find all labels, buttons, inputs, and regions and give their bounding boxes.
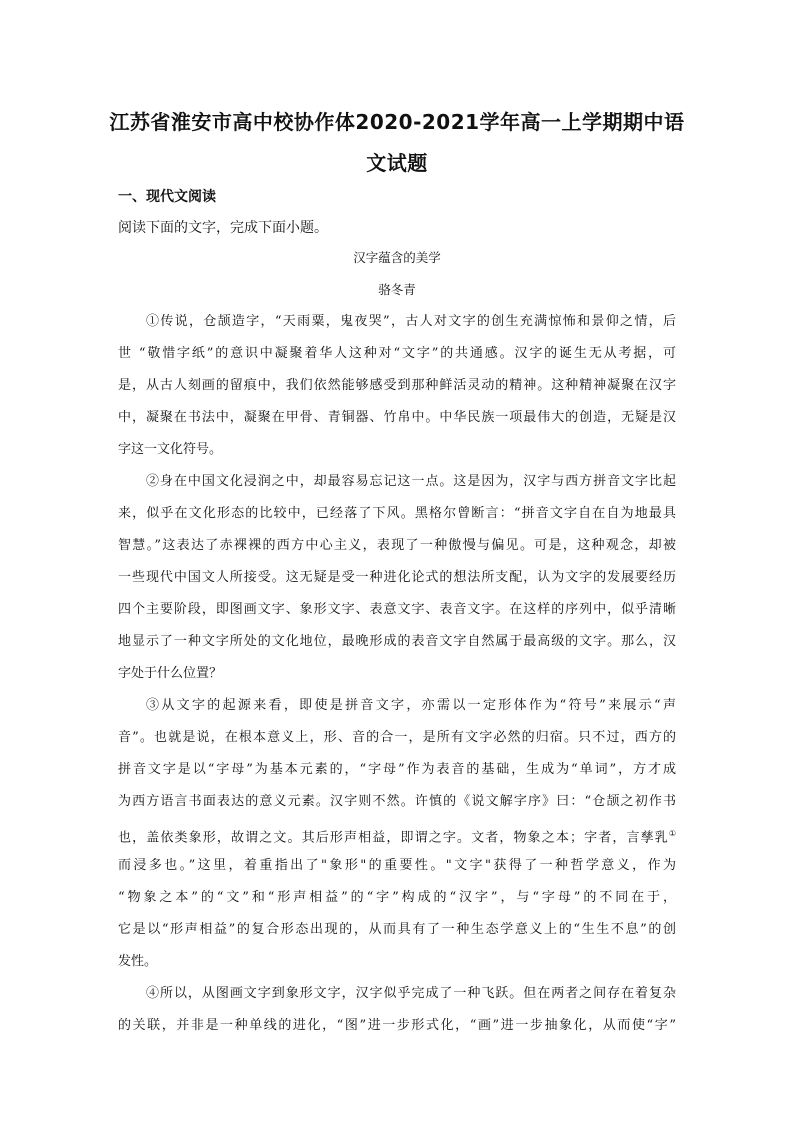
footnote-mark: ①	[668, 829, 676, 838]
document-title-line-2: 文试题	[366, 151, 428, 175]
reading-instruction: 阅读下面的文字，完成下面小题。	[118, 220, 328, 236]
article-line: 它是以“形声相益”的复合形态出现的，从而具有了一种生态学意义上的“生生不息”的创	[118, 922, 676, 937]
article-line: 智慧。”这表达了赤裸裸的西方中心主义，表现了一种傲慢与偏见。可是，这种观念，却被	[118, 538, 676, 553]
article-line: 地显示了一种文字所处的文化地位，最晚形成的表音文字自然属于最高级的文字。那么，汉	[118, 634, 676, 649]
article-line: 音”。也就是说，在根本意义上，形、音的合一，是所有文字必然的归宿。只不过，西方的	[118, 730, 676, 745]
article-title: 汉字蕴含的美学	[353, 250, 441, 265]
article-line: 发性。	[118, 954, 158, 969]
article-line: 为西方语言书面表达的意义元素。汉字则不然。许慎的《说文解字序》曰：“仓颉之初作书	[118, 794, 676, 809]
article-line: ②身在中国文化浸润之中，却最容易忘记这一点。这是因为，汉字与西方拼音文字比起	[146, 474, 676, 489]
article-line: 字这一文化符号。	[118, 442, 223, 457]
article-line: 字处于什么位置？	[118, 666, 223, 681]
document-title-line-1: 江苏省淮安市高中校协作体2020-2021学年高一上学期期中语	[109, 110, 685, 134]
article-line: 而浸多也。”这里，着重指出了"象形"的重要性。"文字"获得了一种哲学意义，作为	[118, 858, 676, 873]
article-line: 一些现代中国文人所接受。这无疑是受一种进化论式的想法所支配，认为文字的发展要经历	[118, 570, 676, 585]
article-line: ④所以，从图画文字到象形文字，汉字似乎完成了一种飞跃。但在两者之间存在着复杂	[146, 986, 676, 1001]
section-heading: 一、现代文阅读	[118, 189, 216, 205]
article-line: 世 “敬惜字纸”的意识中凝聚着华人这种对“文字”的共通感。汉字的诞生无从考据，可	[118, 346, 676, 361]
article-line: 中，凝聚在书法中，凝聚在甲骨、青铜器、竹帛中。中华民族一项最伟大的创造，无疑是汉	[118, 410, 676, 425]
article-line: ③从文字的起源来看，即使是拼音文字，亦需以一定形体作为“符号”来展示“声	[146, 698, 676, 713]
article-line-text: 也，盖依类象形，故谓之文。其后形声相益，即谓之字。文者，物象之本；字者，言孳乳	[118, 830, 669, 846]
article-line: 是，从古人刻画的留痕中，我们依然能够感受到那种鲜活灵动的精神。这种精神凝聚在汉字	[118, 378, 676, 393]
article-line: 拼音文字是以“字母”为基本元素的，“字母”作为表音的基础，生成为“单词”，方才成	[118, 762, 676, 777]
article-line-with-footnote	[118, 824, 676, 848]
article-line: “物象之本”的“文”和“形声相益”的“字”构成的“汉字”，与“字母”的不同在于，	[118, 890, 676, 905]
article-author: 骆冬青	[378, 282, 416, 297]
article-line: 四个主要阶段，即图画文字、象形文字、表意文字、表音文字。在这样的序列中，似乎清晰	[118, 602, 676, 617]
article-line: ①传说，仓颉造字，“天雨粟，鬼夜哭”，古人对文字的创生充满惊怖和景仰之情，后	[146, 314, 676, 329]
article-line: 来，似乎在文化形态的比较中，已经落了下风。黑格尔曾断言：“拼音文字自在自为地最具	[118, 506, 676, 521]
article-line: 的关联，并非是一种单线的进化，“图”进一步形式化，“画”进一步抽象化，从而使“字”	[118, 1018, 676, 1033]
